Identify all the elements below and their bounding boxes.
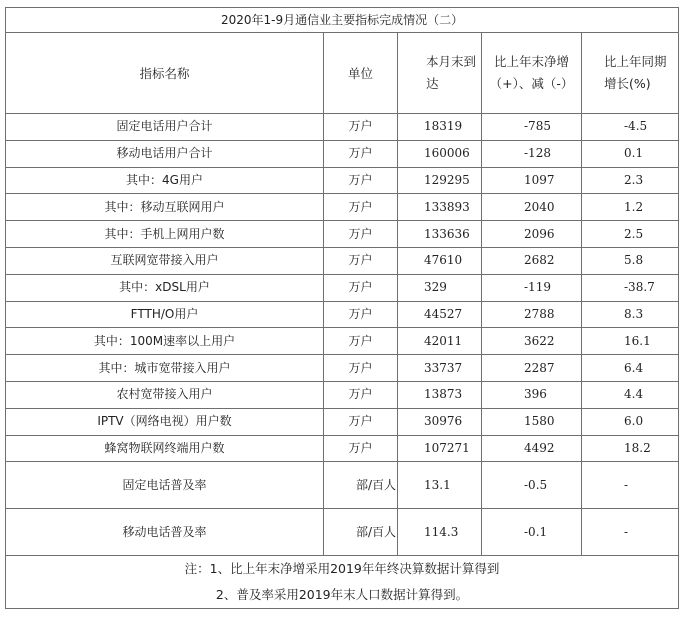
header-yoy-growth: 比上年同期增长(%) [582, 33, 679, 114]
table-row [6, 221, 679, 248]
unit-cell: 万户 [324, 381, 398, 408]
indicator-name-cell: 移动电话用户合计 [6, 140, 324, 167]
month-end-value-cell: 18319 [398, 114, 482, 141]
unit-cell: 万户 [324, 274, 398, 301]
unit-cell: 部/百人 [324, 462, 398, 509]
notes-cell [6, 556, 679, 609]
unit-cell: 万户 [324, 408, 398, 435]
table-row [6, 114, 679, 141]
net-change-cell: -128 [482, 140, 582, 167]
table-row [6, 247, 679, 274]
month-end-value-cell: 30976 [398, 408, 482, 435]
header-unit: 单位 [324, 33, 398, 114]
table-row [6, 355, 679, 382]
indicator-name-cell: 固定电话用户合计 [6, 114, 324, 141]
table-row [6, 274, 679, 301]
table-row [6, 328, 679, 355]
yoy-growth-cell: - [582, 462, 679, 509]
indicator-name-cell: 其中：手机上网用户数 [6, 221, 324, 248]
net-change-cell: 396 [482, 381, 582, 408]
notes-row [6, 556, 679, 609]
month-end-value-cell: 13873 [398, 381, 482, 408]
month-end-value-cell: 42011 [398, 328, 482, 355]
unit-cell: 万户 [324, 221, 398, 248]
table-row [6, 140, 679, 167]
table-row [6, 408, 679, 435]
unit-cell: 万户 [324, 301, 398, 328]
unit-cell: 万户 [324, 194, 398, 221]
yoy-growth-cell: -4.5 [582, 114, 679, 141]
net-change-cell: 4492 [482, 435, 582, 462]
table-title-row [6, 8, 679, 33]
net-change-cell: 2287 [482, 355, 582, 382]
net-change-cell: 1097 [482, 167, 582, 194]
month-end-value-cell: 47610 [398, 247, 482, 274]
net-change-cell: 2788 [482, 301, 582, 328]
header-month-end-value: 本月末到达 [398, 33, 482, 114]
indicator-name-cell: 其中：4G用户 [6, 167, 324, 194]
yoy-growth-cell: 5.8 [582, 247, 679, 274]
month-end-value-cell: 33737 [398, 355, 482, 382]
indicator-name-cell: 农村宽带接入用户 [6, 381, 324, 408]
net-change-cell: -0.1 [482, 509, 582, 556]
indicator-name-cell: IPTV（网络电视）用户数 [6, 408, 324, 435]
month-end-value-cell: 129295 [398, 167, 482, 194]
yoy-growth-cell: 1.2 [582, 194, 679, 221]
yoy-growth-cell: 6.4 [582, 355, 679, 382]
month-end-value-cell: 107271 [398, 435, 482, 462]
yoy-growth-cell: 18.2 [582, 435, 679, 462]
indicator-table [5, 7, 679, 609]
note-1: 注：1、比上年末净增采用2019年年终决算数据计算得到 [184, 561, 500, 577]
yoy-growth-cell: 0.1 [582, 140, 679, 167]
month-end-value-cell: 133636 [398, 221, 482, 248]
yoy-growth-cell: 4.4 [582, 381, 679, 408]
yoy-growth-cell: - [582, 509, 679, 556]
indicator-name-cell: 移动电话普及率 [6, 509, 324, 556]
month-end-value-cell: 13.1 [398, 462, 482, 509]
table-row [6, 194, 679, 221]
header-net-change: 比上年末净增（+）、减（-） [482, 33, 582, 114]
net-change-cell: 1580 [482, 408, 582, 435]
indicator-name-cell: 其中：移动互联网用户 [6, 194, 324, 221]
indicator-name-cell: 其中：xDSL用户 [6, 274, 324, 301]
month-end-value-cell: 133893 [398, 194, 482, 221]
yoy-growth-cell: 2.5 [582, 221, 679, 248]
net-change-cell: 3622 [482, 328, 582, 355]
unit-cell: 万户 [324, 435, 398, 462]
yoy-growth-cell: -38.7 [582, 274, 679, 301]
month-end-value-cell: 160006 [398, 140, 482, 167]
net-change-cell: -0.5 [482, 462, 582, 509]
rate-rows [6, 462, 679, 556]
header-indicator-name: 指标名称 [6, 33, 324, 114]
header-row [6, 33, 679, 114]
table-row [6, 381, 679, 408]
yoy-growth-cell: 8.3 [582, 301, 679, 328]
unit-cell: 万户 [324, 328, 398, 355]
month-end-value-cell: 114.3 [398, 509, 482, 556]
unit-cell: 万户 [324, 355, 398, 382]
yoy-growth-cell: 16.1 [582, 328, 679, 355]
note-2: 2、普及率采用2019年末人口数据计算得到。 [215, 587, 469, 603]
indicator-name-cell: 其中：城市宽带接入用户 [6, 355, 324, 382]
table-row [6, 301, 679, 328]
indicator-table-sheet [5, 7, 678, 623]
indicator-name-cell: 蜂窝物联网终端用户数 [6, 435, 324, 462]
indicator-name-cell: 其中：100M速率以上用户 [6, 328, 324, 355]
unit-cell: 万户 [324, 140, 398, 167]
yoy-growth-cell: 2.3 [582, 167, 679, 194]
table-row [6, 509, 679, 556]
yoy-growth-cell: 6.0 [582, 408, 679, 435]
month-end-value-cell: 329 [398, 274, 482, 301]
indicator-name-cell: 固定电话普及率 [6, 462, 324, 509]
indicator-name-cell: 互联网宽带接入用户 [6, 247, 324, 274]
net-change-cell: 2682 [482, 247, 582, 274]
indicator-name-cell: FTTH/O用户 [6, 301, 324, 328]
table-title: 2020年1-9月通信业主要指标完成情况（二） [6, 8, 679, 33]
table-row [6, 462, 679, 509]
net-change-cell: 2040 [482, 194, 582, 221]
net-change-cell: -785 [482, 114, 582, 141]
unit-cell: 万户 [324, 114, 398, 141]
data-rows [6, 114, 679, 462]
table-row [6, 167, 679, 194]
month-end-value-cell: 44527 [398, 301, 482, 328]
net-change-cell: -119 [482, 274, 582, 301]
table-row [6, 435, 679, 462]
unit-cell: 万户 [324, 247, 398, 274]
unit-cell: 万户 [324, 167, 398, 194]
net-change-cell: 2096 [482, 221, 582, 248]
unit-cell: 部/百人 [324, 509, 398, 556]
